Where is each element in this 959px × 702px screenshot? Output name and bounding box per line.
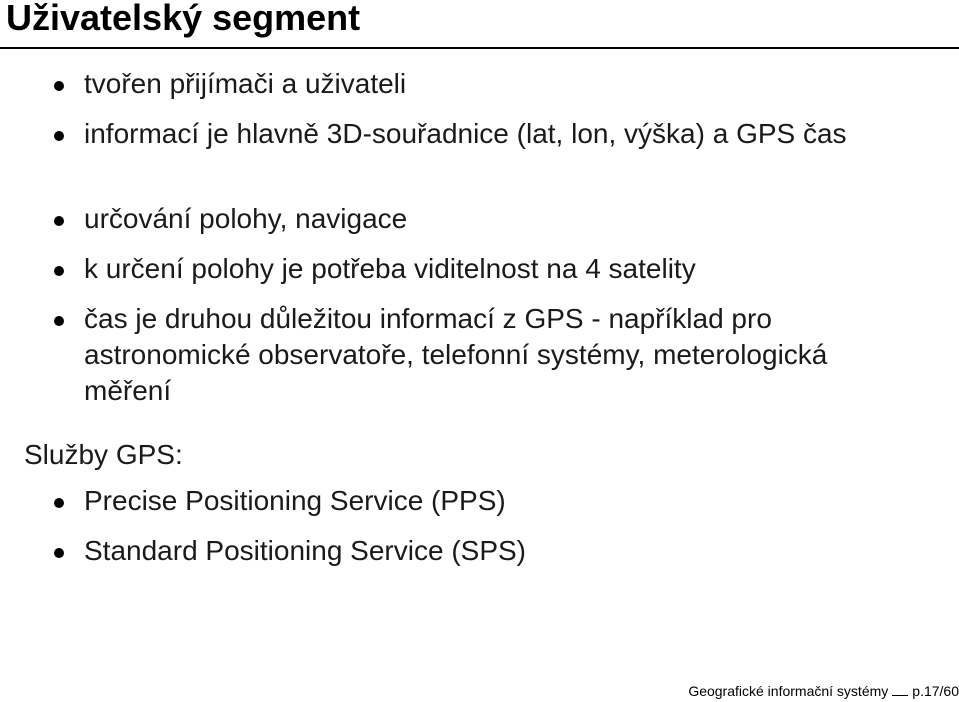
bullet-text: Standard Positioning Service (SPS) — [84, 535, 526, 566]
services-label: Služby GPS: — [24, 439, 183, 470]
bullet-text: k určení polohy je potřeba viditelnost na 4 satelity — [84, 253, 696, 284]
bullet-icon — [54, 81, 64, 91]
slide-title: Uživatelský segment — [6, 0, 361, 38]
bullet-text: čas je druhou důležitou informací z GPS - například pro astronomické observatoře, telefonní systémy, meterologická měření — [84, 303, 828, 406]
bullet-icon — [54, 131, 64, 141]
bullet-icon — [54, 498, 64, 508]
bullet-text: určování polohy, navigace — [84, 203, 408, 234]
bullet-text: tvořen přijímači a uživateli — [84, 68, 407, 99]
bullet-text: informací je hlavně 3D-souřadnice (lat, lon, výška) a GPS čas — [84, 118, 847, 149]
footer-page-number: p.17/60 — [912, 683, 959, 699]
bullet-icon — [54, 266, 64, 276]
bullet-icon — [54, 548, 64, 558]
footer-course-name: Geografické informační systémy — [688, 683, 889, 699]
bullet-icon — [54, 316, 64, 326]
title-divider — [0, 47, 959, 49]
bullet-text: Precise Positioning Service (PPS) — [84, 485, 506, 516]
slide-footer — [688, 683, 959, 699]
bullet-icon — [54, 216, 64, 226]
footer-separator — [892, 695, 908, 696]
